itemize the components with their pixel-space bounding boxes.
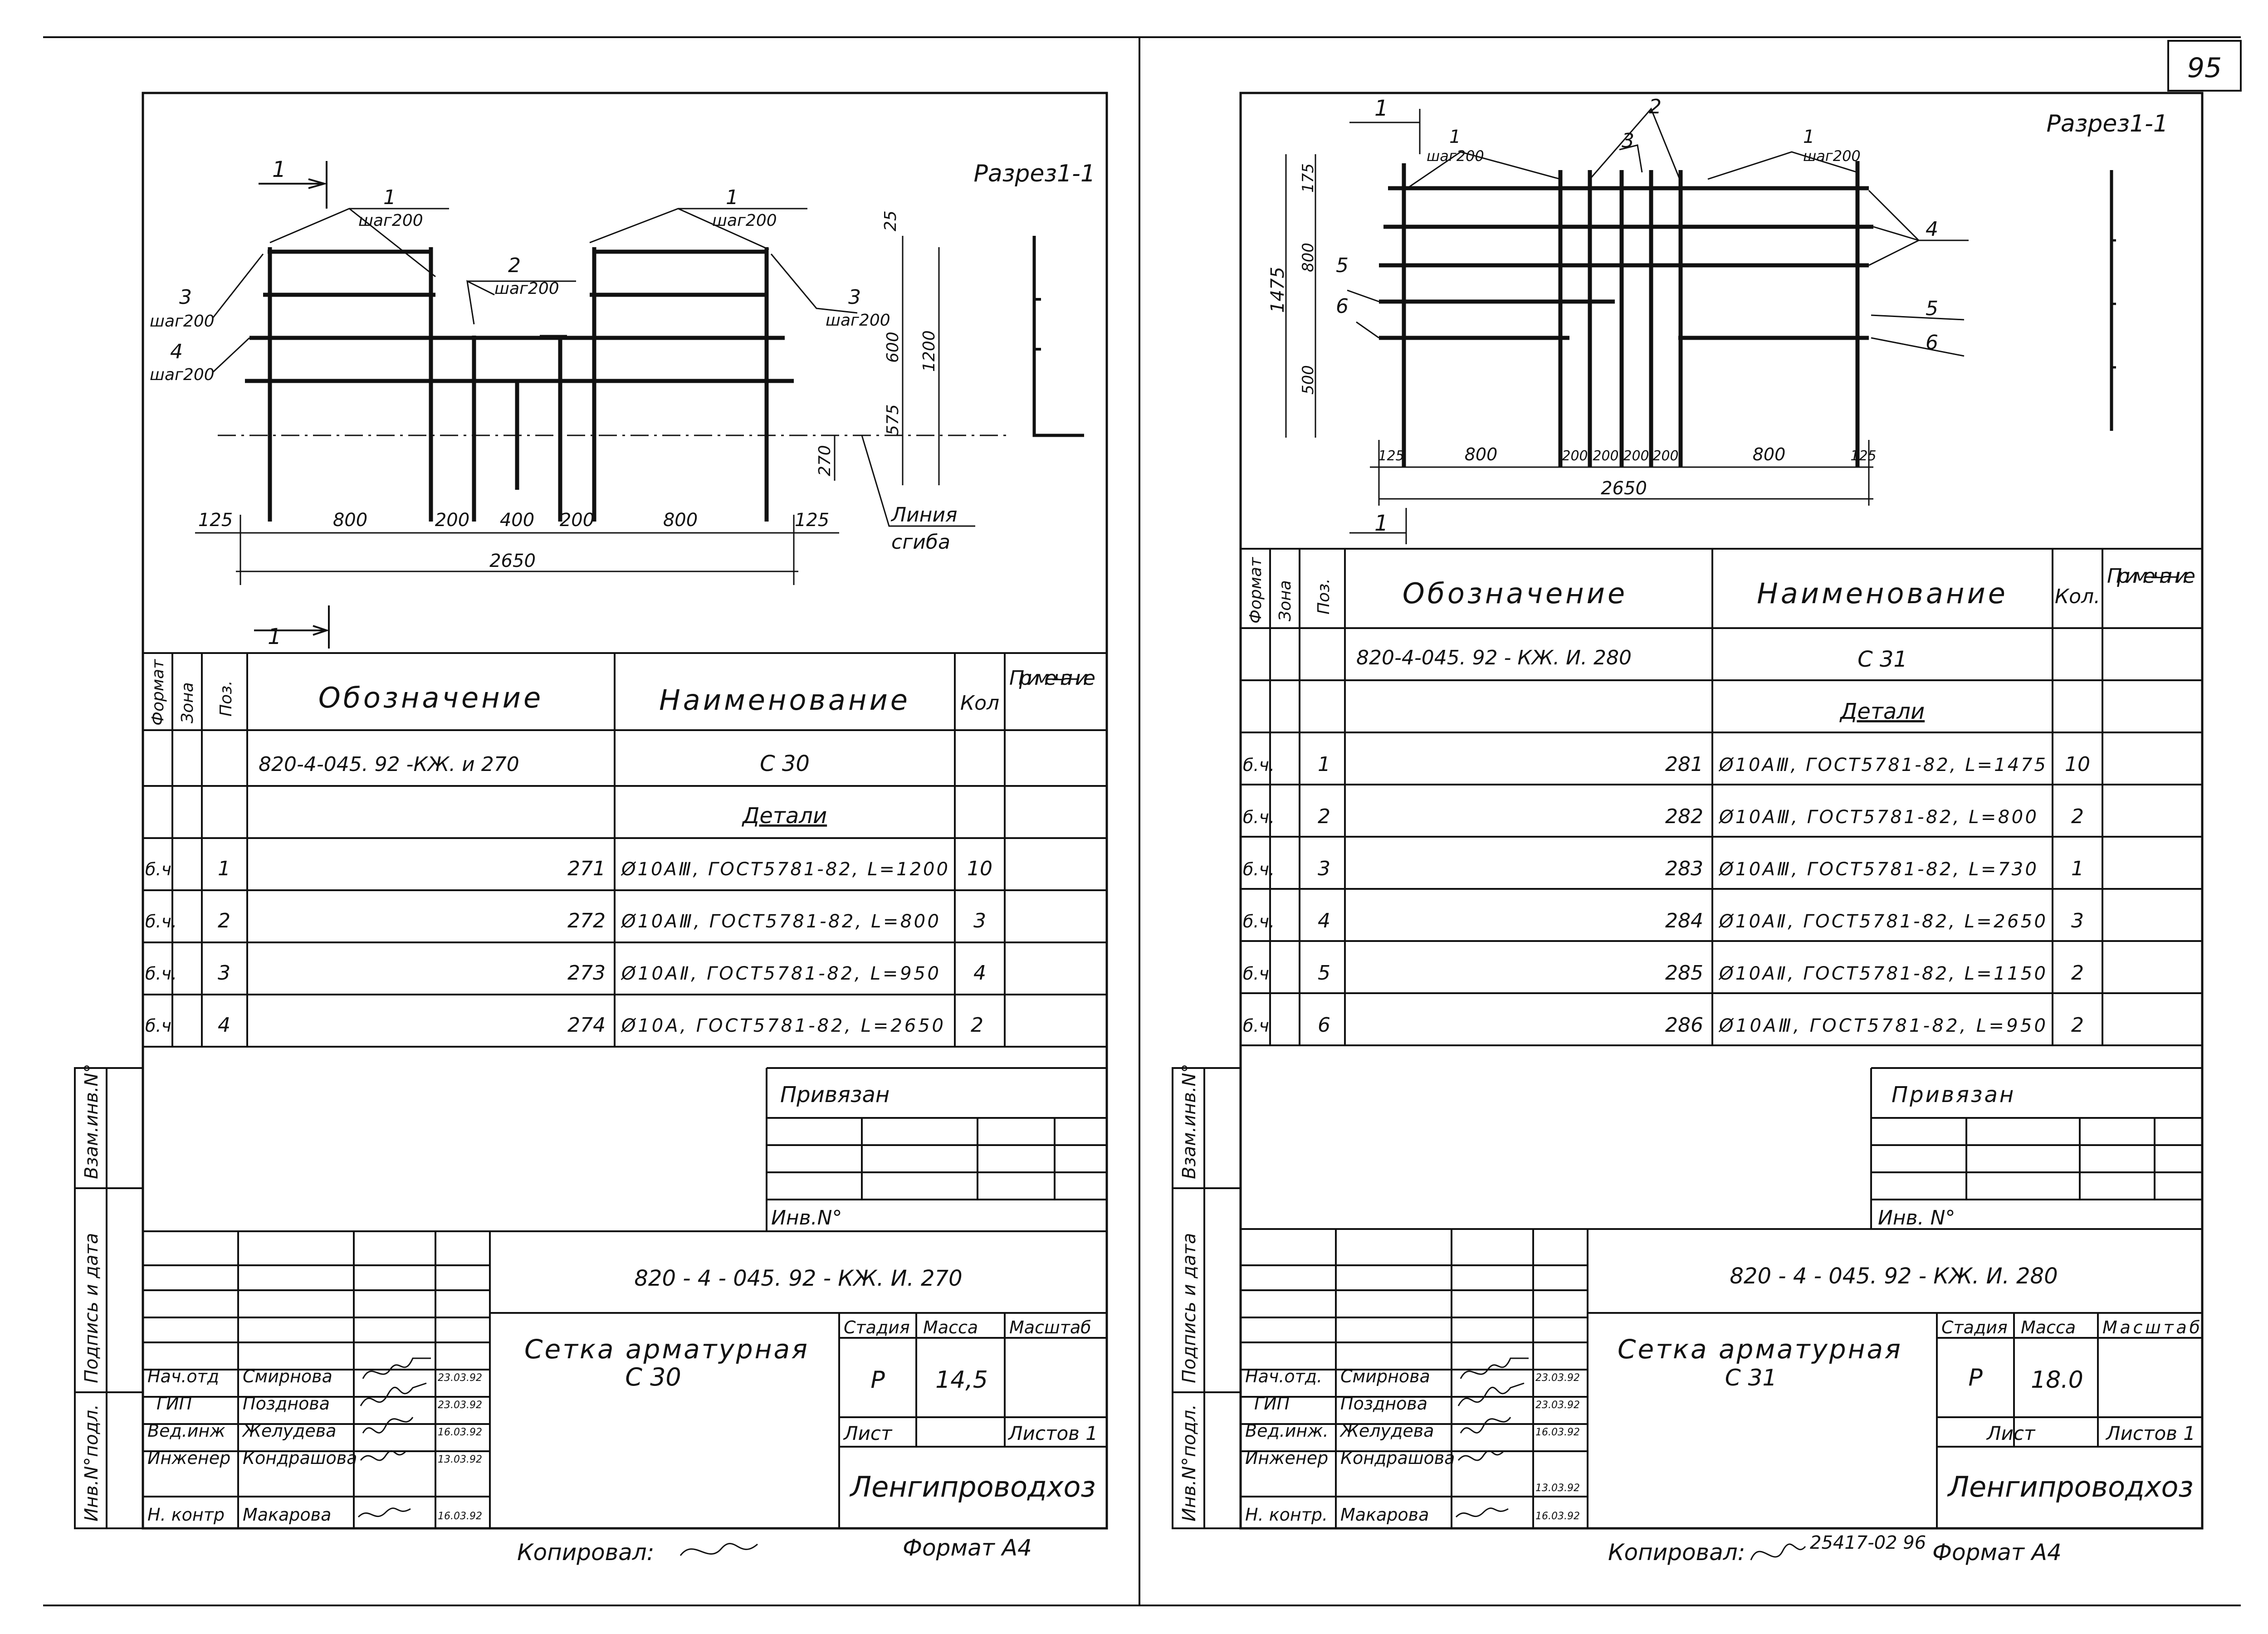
row-designation: 820-4-045. 92 - КЖ. И. 280 [1356, 646, 1632, 669]
row-qty: 10 [967, 857, 992, 880]
signer-date: 13.03.92 [438, 1454, 482, 1465]
signers-right [1245, 1358, 1580, 1525]
callout-pos: 1 [383, 186, 396, 209]
row-qty: 3 [2071, 909, 2084, 932]
row-name: Ø10АⅡ, ГОСТ5781-82, L=950 [621, 963, 939, 984]
col-zone: Зона [1276, 580, 1295, 621]
stage-value: Р [1968, 1364, 1983, 1391]
row-fmt: б.ч. [1243, 912, 1275, 932]
privyazan-label: Привязан [1892, 1082, 2016, 1107]
sheets-label: Листов 1 [1008, 1422, 1098, 1444]
callout-step: шаг200 [494, 279, 559, 298]
organization: Ленгипроводхоз [850, 1470, 1096, 1503]
row-qty: 1 [2071, 857, 2084, 880]
sheet-left [75, 93, 1107, 1566]
row-fmt: б.ч. [1243, 807, 1275, 827]
cut-mark-top: 1 [1374, 96, 1388, 121]
spec-rows-right [1243, 646, 2090, 1037]
row-fmt: б.ч [145, 1016, 171, 1036]
dim-h: 125 [794, 510, 830, 531]
col-note: Приме-чание [2107, 565, 2195, 588]
callout-pos: 3 [179, 286, 192, 309]
row-designation: 281 [1665, 753, 1703, 776]
dim-v: 175 [1299, 163, 1317, 193]
stage-value: Р [870, 1366, 885, 1394]
callout-step: шаг200 [712, 211, 777, 230]
section-label: Разрез1-1 [2046, 110, 2168, 137]
signer-role: Н. контр. [1245, 1505, 1328, 1525]
row-designation: 274 [567, 1014, 606, 1037]
row-qty: 4 [973, 961, 986, 985]
row-qty: 10 [2065, 753, 2090, 776]
row-pos: 2 [1318, 805, 1330, 828]
row-name: Детали [1840, 699, 1925, 724]
signer-name: Позднова [1340, 1394, 1428, 1414]
dim-v: 1200 [920, 330, 938, 372]
page-number-box [2168, 41, 2241, 91]
dim-v: 25 [881, 210, 900, 231]
row-qty: 2 [2071, 1014, 2084, 1037]
dim-h: 400 [499, 510, 535, 531]
sheet-right [1173, 93, 2202, 1566]
inv-no-label: Инв. N° [1878, 1206, 1955, 1229]
signer-name: Позднова [243, 1394, 330, 1414]
mass-header: Масса [923, 1317, 978, 1337]
row-name: Ø10АⅡ, ГОСТ5781-82, L=1150 [1719, 963, 2046, 984]
side-label: Подпись и дата [1179, 1233, 1200, 1383]
row-name: Детали [742, 803, 827, 829]
mass-value: 18.0 [2031, 1366, 2083, 1394]
stage-header: Стадия [1941, 1317, 2008, 1337]
row-fmt: б.ч. [145, 964, 177, 984]
dim-h: 125 [198, 510, 233, 531]
row-pos: 4 [218, 1014, 230, 1037]
row-qty: 3 [973, 909, 986, 932]
col-format: Формат [1246, 557, 1265, 624]
row-designation: 271 [567, 857, 606, 880]
row-name: С 30 [760, 751, 810, 776]
dim-h: 800 [663, 510, 698, 531]
row-designation: 286 [1665, 1014, 1703, 1037]
signatures [358, 1358, 431, 1517]
col-qty: Кол [960, 692, 1000, 715]
signer-date: 16.03.92 [438, 1511, 482, 1522]
cut-mark-bottom: 1 [1374, 511, 1388, 536]
col-designation: Обозначение [1402, 577, 1628, 610]
col-name: Наименование [1757, 577, 2008, 610]
signer-role: ГИП [1254, 1394, 1290, 1414]
col-pos: Поз. [1315, 578, 1333, 615]
dim-v: 500 [1299, 365, 1317, 395]
doc-code: 820 - 4 - 045. 92 - КЖ. И. 270 [634, 1266, 963, 1291]
signatures [1456, 1358, 1529, 1517]
signer-role: Нач.отд [147, 1366, 220, 1386]
organization: Ленгипроводхоз [1948, 1470, 2194, 1503]
copied-label: Копировал: [1608, 1539, 1745, 1566]
col-zone: Зона [178, 682, 197, 723]
row-fmt: б.ч. [1243, 755, 1275, 775]
dim-h: 800 [1752, 444, 1786, 464]
sheet-left-drawing [150, 157, 1095, 649]
signer-name: Кондрашова [243, 1448, 357, 1468]
callout-pos: 1 [726, 186, 738, 209]
dim-h: 125 [1378, 448, 1404, 464]
mass-value: 14,5 [935, 1366, 988, 1394]
row-pos: 6 [1318, 1014, 1330, 1037]
row-pos: 1 [1318, 753, 1330, 776]
signer-role: Вед.инж. [1245, 1421, 1329, 1441]
dim-v: 800 [1299, 243, 1317, 272]
row-name: Ø10АⅢ, ГОСТ5781-82, L=950 [1719, 1015, 2046, 1036]
bend-line-label: сгиба [891, 531, 951, 554]
row-qty: 2 [971, 1014, 983, 1037]
row-designation: 284 [1665, 909, 1703, 932]
mass-header: Масса [2021, 1317, 2076, 1337]
doc-code: 820 - 4 - 045. 92 - КЖ. И. 280 [1730, 1263, 2058, 1289]
dim-h: 125 [1850, 448, 1877, 464]
signer-role: Инженер [1245, 1448, 1329, 1468]
row-fmt: б.ч [1243, 964, 1269, 984]
callout-pos: 2 [1649, 95, 1662, 118]
row-qty: 2 [2071, 961, 2084, 985]
dim-v: 1475 [1267, 267, 1288, 313]
side-label: Подпись и дата [81, 1233, 102, 1383]
row-name: Ø10АⅢ, ГОСТ5781-82, L=1200 [621, 859, 948, 880]
dim-h: 200 [559, 510, 595, 531]
dim-total: 2650 [489, 551, 536, 571]
row-designation: 272 [567, 909, 606, 932]
row-fmt: б.ч [145, 859, 171, 879]
col-qty: Кол. [2054, 585, 2101, 608]
col-note: Приме-чание [1009, 667, 1095, 690]
dim-total: 2650 [1601, 478, 1647, 499]
signer-name: Желудева [1340, 1421, 1434, 1441]
callout-pos: 4 [170, 340, 183, 363]
dim-v: 600 [884, 332, 902, 363]
signer-name: Кондрашова [1340, 1448, 1455, 1468]
callout-step: шаг200 [1803, 147, 1861, 165]
row-pos: 4 [1318, 909, 1330, 932]
row-name: Ø10АⅢ, ГОСТ5781-82, L=730 [1719, 859, 2037, 880]
callout-pos: 6 [1926, 331, 1938, 354]
side-label: Инв.N°подл. [1179, 1404, 1200, 1522]
col-pos: Поз. [217, 680, 235, 717]
dim-h: 200 [1623, 448, 1649, 464]
copied-label: Копировал: [517, 1539, 655, 1566]
section-label: Разрез1-1 [973, 160, 1095, 187]
row-name: Ø10АⅢ, ГОСТ5781-82, L=800 [621, 911, 939, 932]
signer-role: Нач.отд. [1245, 1366, 1323, 1386]
signer-date: 13.03.92 [1535, 1483, 1580, 1494]
signer-date: 16.03.92 [1535, 1511, 1580, 1522]
callout-pos: 2 [508, 254, 521, 277]
row-name: С 31 [1857, 647, 1907, 672]
drawing-title: Сетка арматурная [524, 1334, 809, 1365]
signer-name: Смирнова [243, 1366, 332, 1386]
callout-step: шаг200 [150, 312, 215, 331]
drawing-title: С 30 [625, 1363, 681, 1391]
side-label: Взам.инв.N° [1179, 1063, 1200, 1179]
row-designation: 285 [1665, 961, 1703, 985]
callout-step: шаг200 [150, 366, 215, 384]
callout-pos: 4 [1926, 218, 1938, 241]
col-name: Наименование [659, 683, 910, 717]
row-designation: 282 [1665, 805, 1703, 828]
row-designation: 283 [1665, 857, 1703, 880]
archive-number: 25417-02 96 [1810, 1532, 1926, 1553]
signer-role: Вед.инж [147, 1421, 225, 1441]
signer-name: Желудева [243, 1421, 337, 1441]
inv-no-label: Инв.N° [771, 1206, 842, 1229]
row-name: Ø10АⅡ, ГОСТ5781-82, L=2650 [1719, 911, 2046, 932]
signer-role: ГИП [156, 1394, 192, 1414]
signer-date: 23.03.92 [1535, 1400, 1580, 1411]
privyazan-block-left [143, 1068, 1107, 1231]
callout-pos: 6 [1336, 295, 1349, 318]
row-name: Ø10АⅢ, ГОСТ5781-82, L=1475 [1719, 755, 2046, 776]
row-designation: 273 [567, 961, 606, 985]
callout-pos: 3 [1622, 129, 1634, 152]
col-designation: Обозначение [318, 681, 544, 714]
cut-mark-bottom: 1 [268, 624, 282, 649]
scale-header: Масштаб [1009, 1317, 1091, 1337]
row-qty: 2 [2071, 805, 2084, 828]
dim-h: 200 [1652, 448, 1679, 464]
row-pos: 3 [1318, 857, 1330, 880]
signer-role: Н. контр [147, 1505, 225, 1525]
sheets-label: Листов 1 [2106, 1422, 2195, 1444]
dim-h: 200 [1593, 448, 1619, 464]
stage-header: Стадия [844, 1317, 910, 1337]
signer-date: 23.03.92 [438, 1400, 482, 1411]
row-name: Ø10АⅢ, ГОСТ5781-82, L=800 [1719, 807, 2037, 828]
row-pos: 5 [1318, 961, 1330, 985]
dim-h: 200 [435, 510, 470, 531]
side-label: Инв.N°подл. [81, 1404, 102, 1522]
callout-pos: 1 [1449, 127, 1461, 147]
dim-v: 575 [884, 404, 902, 435]
callout-pos: 5 [1336, 254, 1349, 277]
page-number: 95 [2187, 52, 2222, 84]
row-fmt: б.ч. [145, 912, 177, 932]
signer-name: Макарова [243, 1505, 332, 1525]
callout-step: шаг200 [358, 211, 423, 230]
signers-left [147, 1358, 482, 1525]
row-fmt: б.ч [1243, 1016, 1269, 1036]
privyazan-label: Привязан [780, 1082, 890, 1107]
callout-pos: 1 [1803, 127, 1815, 147]
format-label: Формат А4 [1932, 1539, 2062, 1566]
scale-header: Масштаб [2102, 1317, 2200, 1337]
col-format: Формат [149, 659, 167, 726]
signer-date: 23.03.92 [1535, 1372, 1580, 1384]
row-fmt: б.ч. [1243, 859, 1275, 879]
dim-h: 800 [1464, 444, 1498, 464]
drawing-title: Сетка арматурная [1618, 1334, 1902, 1365]
privyazan-block-right [1241, 1068, 2202, 1229]
signer-date: 16.03.92 [1535, 1427, 1580, 1438]
signer-date: 16.03.92 [438, 1427, 482, 1438]
callout-step: шаг200 [1427, 147, 1484, 165]
callout-pos: 3 [848, 286, 861, 309]
row-pos: 2 [218, 909, 230, 932]
signer-name: Смирнова [1340, 1366, 1430, 1386]
dim-h: 200 [1562, 448, 1588, 464]
row-designation: 820-4-045. 92 -КЖ. и 270 [259, 753, 519, 776]
row-name: Ø10А, ГОСТ5781-82, L=2650 [621, 1015, 943, 1036]
cut-mark-top: 1 [272, 157, 286, 182]
sheet-label: Лист [1987, 1422, 2035, 1444]
row-pos: 1 [218, 857, 230, 880]
row-pos: 3 [218, 961, 230, 985]
sheet-label: Лист [844, 1422, 892, 1444]
dim-v: 270 [816, 445, 834, 476]
callout-step: шаг200 [826, 311, 890, 330]
bend-line-label: Линия [891, 503, 958, 527]
dim-h: 800 [332, 510, 368, 531]
side-label: Взам.инв.N° [81, 1063, 102, 1179]
drawing-title: С 31 [1725, 1365, 1777, 1391]
format-label: Формат А4 [903, 1535, 1032, 1561]
signer-date: 23.03.92 [438, 1372, 482, 1384]
signer-role: Инженер [147, 1448, 231, 1468]
signer-name: Макарова [1340, 1505, 1429, 1525]
sheet-right-drawing [1267, 95, 2168, 544]
callout-pos: 5 [1926, 297, 1938, 320]
